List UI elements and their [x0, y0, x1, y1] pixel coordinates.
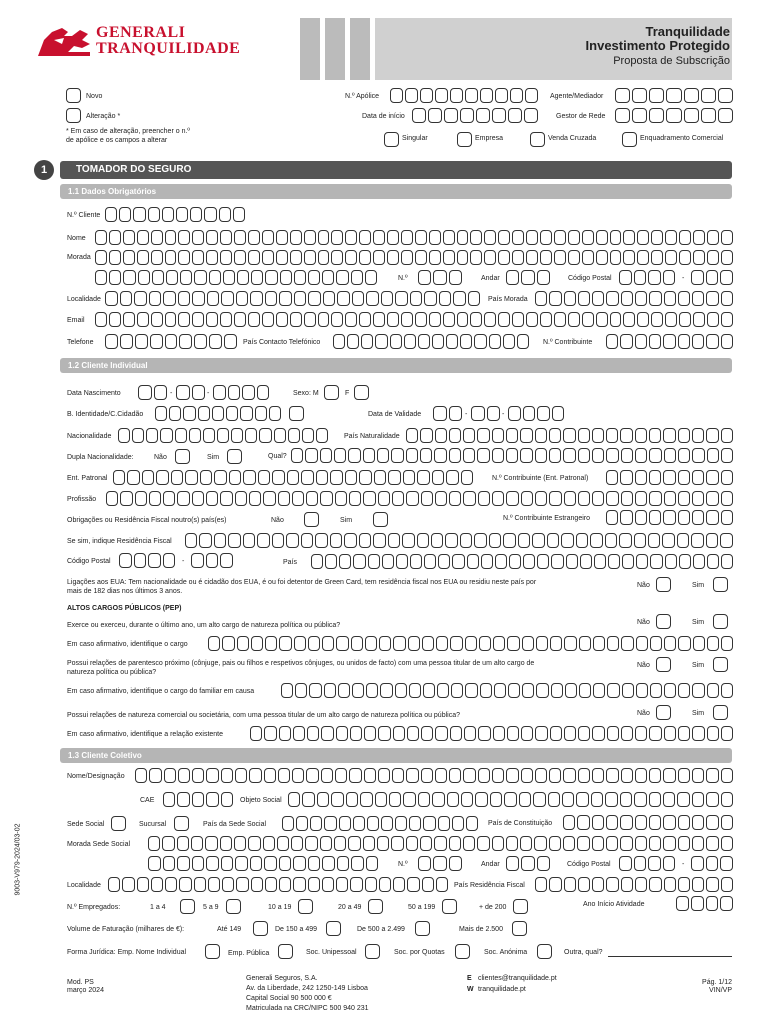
volume-label: Volume de Faturação (milhares de €): [67, 926, 185, 933]
apolice-input[interactable] [390, 88, 538, 103]
codpostal2-dash: - [182, 558, 185, 565]
profissao-input[interactable] [106, 491, 733, 506]
morada-input[interactable] [95, 250, 733, 265]
pep-title: ALTOS CARGOS PÚBLICOS (PEP) [67, 605, 182, 612]
emp5-checkbox[interactable] [442, 899, 457, 914]
venda-cruzada-label: Venda Cruzada [548, 135, 597, 142]
ano-inicio-input[interactable] [676, 896, 733, 911]
pais-nat-label: País Naturalidade [344, 433, 400, 440]
data-validade-label: Data de Validade [368, 411, 422, 418]
forma3-label: Soc. Unipessoal [306, 949, 357, 956]
footer-web[interactable]: tranquilidade.pt [478, 986, 526, 993]
codpostal3-input[interactable] [619, 856, 675, 871]
codpostal-dash: - [682, 275, 685, 282]
localidade2-label: Localidade [67, 882, 101, 889]
morada-sede-input[interactable] [148, 836, 733, 851]
bi-label: B. Identidade/C.Cidadão [67, 411, 144, 418]
pep3-nao-checkbox[interactable] [656, 705, 671, 720]
footer-web-label: W [467, 986, 474, 993]
gestor-input[interactable] [615, 108, 733, 123]
sexo-label: Sexo: M [293, 390, 319, 397]
alteracao-note-2: de apólice e os campos a alterar [66, 137, 168, 144]
eua-text-2: mais de 182 dias nos últimos 3 anos. [67, 588, 183, 595]
contrib-ent-label: N.º Contribuinte (Ent. Patronal) [492, 475, 589, 482]
alteracao-note: * Em caso de alteração, preencher o n.º [66, 128, 190, 135]
cliente-input[interactable] [105, 207, 245, 222]
codpostal2-input-2[interactable] [191, 553, 233, 568]
empresa-label: Empresa [475, 135, 504, 142]
pais-nat-input[interactable] [406, 428, 733, 443]
pep1-nao-label: Não [637, 619, 650, 626]
pais-morada-input[interactable] [535, 291, 733, 306]
codpostal-label: Código Postal [568, 275, 612, 282]
forma5-checkbox[interactable] [537, 944, 552, 959]
localidade-label: Localidade [67, 296, 101, 303]
pep1-nao-checkbox[interactable] [656, 614, 671, 629]
sexo-f-label: F [345, 390, 350, 397]
side-code: 9003-V979-2024/03-02 [14, 823, 22, 896]
footer-capital: Capital Social 90 500 000 € [246, 995, 332, 1002]
pais-res-fiscal-label: País Residência Fiscal [454, 882, 525, 889]
pais-sede-input[interactable] [282, 816, 478, 831]
sucursal-checkbox[interactable] [174, 816, 189, 831]
footer-code: VIN/VP [709, 987, 732, 994]
pep3-sim-label: Sim [692, 710, 705, 717]
product-title-1: Tranquilidade [645, 24, 730, 39]
forma3-checkbox[interactable] [365, 944, 380, 959]
emp4-checkbox[interactable] [368, 899, 383, 914]
alteracao-checkbox[interactable] [66, 108, 81, 123]
nacionalidade-input[interactable] [118, 428, 328, 443]
emp3-label: 10 a 19 [268, 904, 292, 911]
pais-const-label: País de Constituição [488, 820, 553, 827]
forma5-label: Soc. Anónima [484, 949, 528, 956]
pais-const-input[interactable] [563, 815, 733, 830]
pep3-text: Possui relações de natureza comercial ou societária, com uma pessoa titular de um alto cargo de natureza política ou pública? [67, 712, 460, 719]
vol3-label: De 500 a 2.499 [357, 926, 405, 933]
novo-label: Novo [86, 93, 103, 100]
profissao-label: Profissão [67, 496, 97, 503]
pep1b-input[interactable] [208, 636, 733, 651]
pais-label: País [283, 559, 298, 566]
ent-patronal-input[interactable] [113, 470, 473, 485]
gestor-label: Gestor de Rede [556, 113, 606, 120]
date-dash: - [170, 390, 173, 397]
product-subtitle: Proposta de Subscrição [613, 55, 730, 67]
codpostal3-label: Código Postal [567, 861, 611, 868]
eua-nao-label: Não [637, 582, 650, 589]
localidade-input[interactable] [105, 291, 480, 306]
nacionalidade-label: Nacionalidade [67, 433, 112, 440]
emp5-label: 50 a 199 [408, 904, 436, 911]
vol4-checkbox[interactable] [512, 921, 527, 936]
codpostal-input[interactable] [619, 270, 675, 285]
nome-desig-label: Nome/Designação [67, 773, 125, 780]
footer-matric: Matriculada na CRC/NIPC 500 940 231 [246, 1005, 369, 1012]
pep1-sim-checkbox[interactable] [713, 614, 728, 629]
obrig-sim-checkbox[interactable] [373, 512, 388, 527]
dupla-nao-checkbox[interactable] [175, 449, 190, 464]
emp1-label: 1 a 4 [150, 904, 166, 911]
lion-logo-icon [34, 22, 94, 60]
nome-desig-input[interactable] [135, 768, 733, 783]
header-stripe [325, 18, 345, 80]
contrib-ent-input[interactable] [606, 470, 733, 485]
emp1-checkbox[interactable] [180, 899, 195, 914]
email-label: Email [67, 317, 85, 324]
emp2-label: 5 a 9 [203, 904, 219, 911]
pep2-sim-checkbox[interactable] [713, 657, 728, 672]
date-dash: - [465, 411, 468, 418]
cae-input[interactable] [163, 792, 233, 807]
footer-email-label: E [467, 975, 472, 982]
codpostal3-input-2[interactable] [691, 856, 733, 871]
pep2c-input[interactable] [281, 683, 733, 698]
andar2-input[interactable] [506, 856, 550, 871]
sede-checkbox[interactable] [111, 816, 126, 831]
qual-label: Qual? [268, 453, 287, 460]
pep1-sim-label: Sim [692, 619, 705, 626]
footer-address: Av. da Liberdade, 242 1250-149 Lisboa [246, 985, 368, 992]
vol1-checkbox[interactable] [253, 921, 268, 936]
obrigacoes-label: Obrigações ou Residência Fiscal noutro(s) país(es) [67, 517, 227, 524]
forma4-checkbox[interactable] [455, 944, 470, 959]
morada-sede-input-2[interactable] [148, 856, 378, 871]
forma6-label: Outra, qual? [564, 949, 603, 956]
date-dash: - [207, 390, 210, 397]
dupla-sim-checkbox[interactable] [227, 449, 242, 464]
ano-inicio-label: Ano Início Atividade [583, 901, 645, 908]
section-number: 1 [34, 160, 54, 180]
emp3-checkbox[interactable] [298, 899, 313, 914]
validade-day[interactable] [433, 406, 462, 421]
emp2-checkbox[interactable] [226, 899, 241, 914]
numero-label: N.º [398, 275, 408, 282]
sexo-m-checkbox[interactable] [324, 385, 339, 400]
data-nasc-day[interactable] [138, 385, 167, 400]
footer-company: Generali Seguros, S.A. [246, 975, 318, 982]
eua-nao-checkbox[interactable] [656, 577, 671, 592]
telefone-label: Telefone [67, 339, 94, 346]
vol3-checkbox[interactable] [415, 921, 430, 936]
telefone-input[interactable] [105, 334, 237, 349]
empregados-label: N.º Empregados: [67, 904, 121, 911]
footer-mod: Mod. PS [67, 979, 94, 986]
codpostal2-input[interactable] [119, 553, 175, 568]
subsection-title: 1.2 Cliente Individual [60, 358, 732, 373]
header-stripe [350, 18, 370, 80]
andar2-label: Andar [481, 861, 500, 868]
eua-text: Ligações aos EUA: Tem nacionalidade ou é cidadão dos EUA, é ou foi detentor de Green Card, tem residência fiscal nos EUA ou residiu neste país por [67, 579, 537, 586]
email-input[interactable] [95, 312, 733, 327]
obrig-nao-label: Não [271, 517, 284, 524]
pep2-nao-checkbox[interactable] [656, 657, 671, 672]
pep2-nao-label: Não [637, 662, 650, 669]
nome-label: Nome [67, 235, 86, 242]
pep2-sim-label: Sim [692, 662, 705, 669]
dupla-nao-label: Não [154, 454, 167, 461]
morada-input-2[interactable] [95, 270, 377, 285]
novo-checkbox[interactable] [66, 88, 81, 103]
section-title: TOMADOR DO SEGURO [60, 161, 732, 179]
objeto-label: Objeto Social [240, 797, 282, 804]
logo-line2: TRANQUILIDADE [96, 40, 241, 57]
pep2-text: Possui relações de parentesco próximo (cônjuge, pais ou filhos e respetivos cônjuges, ou unidos de facto) com uma pessoa titular de um alto cargo de [67, 660, 535, 667]
nome-input[interactable] [95, 230, 733, 245]
contribuinte-input[interactable] [606, 334, 733, 349]
logo [34, 22, 244, 62]
pais-contacto-input[interactable] [333, 334, 529, 349]
alteracao-label: Alteração * [86, 113, 121, 120]
forma1-checkbox[interactable] [205, 944, 220, 959]
andar-label: Andar [481, 275, 500, 282]
subsection-title: 1.3 Cliente Coletivo [60, 748, 732, 763]
enquadramento-label: Enquadramento Comercial [640, 135, 724, 142]
sucursal-label: Sucursal [139, 821, 167, 828]
codpostal-input-2[interactable] [691, 270, 733, 285]
header-stripe [300, 18, 320, 80]
sede-label: Sede Social [67, 821, 105, 828]
forma2-checkbox[interactable] [278, 944, 293, 959]
outra-line[interactable] [608, 956, 732, 957]
residencia-fiscal-input[interactable] [185, 533, 733, 548]
apolice-label: N.º Apólice [345, 93, 380, 100]
pais-contacto-label: País Contacto Telefónico [243, 339, 321, 346]
forma-label: Forma Jurídica: Emp. Nome Individual [67, 949, 187, 956]
localidade2-input[interactable] [108, 877, 448, 892]
eua-sim-label: Sim [692, 582, 705, 589]
agente-label: Agente/Mediador [550, 93, 604, 100]
vol4-label: Mais de 2.500 [459, 926, 503, 933]
obrig-sim-label: Sim [340, 517, 353, 524]
footer-page: Pág. 1/12 [702, 979, 732, 986]
qual-input[interactable] [291, 448, 733, 463]
morada-sede-label: Morada Sede Social [67, 841, 131, 848]
pep2-text-2: natureza política ou pública? [67, 669, 157, 676]
subsection-title: 1.1 Dados Obrigatórios [60, 184, 732, 199]
numero-input[interactable] [418, 270, 462, 285]
emp6-checkbox[interactable] [513, 899, 528, 914]
venda-cruzada-checkbox[interactable] [530, 132, 545, 147]
singular-checkbox[interactable] [384, 132, 399, 147]
obrig-nao-checkbox[interactable] [304, 512, 319, 527]
date-dash: - [502, 411, 505, 418]
dupla-label: Dupla Nacionalidade: [67, 454, 134, 461]
vol1-label: Até 149 [217, 926, 242, 933]
data-inicio-label: Data de início [362, 113, 405, 120]
ent-patronal-label: Ent. Patronal [67, 475, 108, 482]
pep1-text: Exerce ou exerceu, durante o último ano, um alto cargo de natureza política ou pública? [67, 622, 341, 629]
bi-input[interactable] [155, 406, 281, 421]
pais-input[interactable] [311, 554, 733, 569]
objeto-input[interactable] [288, 792, 733, 807]
codpostal2-label: Código Postal [67, 558, 111, 565]
footer-email[interactable]: clientes@tranquilidade.pt [478, 975, 557, 982]
cliente-label: N.º Cliente [67, 212, 101, 219]
bi-check-digit[interactable] [289, 406, 304, 421]
logo-line1: GENERALI [96, 24, 186, 41]
pais-morada-label: País Morada [488, 296, 528, 303]
contrib-estr-input[interactable] [606, 510, 733, 525]
data-nasc-month[interactable] [176, 385, 205, 400]
vol2-label: De 150 a 499 [275, 926, 318, 933]
empresa-checkbox[interactable] [457, 132, 472, 147]
numero2-label: N.º [398, 861, 408, 868]
footer-date: março 2024 [67, 987, 104, 994]
pep3b-input[interactable] [250, 726, 733, 741]
pais-res-fiscal-input[interactable] [535, 877, 733, 892]
dupla-sim-label: Sim [207, 454, 220, 461]
contrib-estr-label: N.º Contribuinte Estrangeiro [503, 515, 590, 522]
emp4-label: 20 a 49 [338, 904, 362, 911]
andar-input[interactable] [506, 270, 550, 285]
contribuinte-label: N.º Contribuinte [543, 339, 593, 346]
emp6-label: + de 200 [479, 904, 507, 911]
singular-label: Singular [402, 135, 428, 142]
morada-label: Morada [67, 254, 91, 261]
pep3-nao-label: Não [637, 710, 650, 717]
forma2-label: Emp. Pública [228, 950, 270, 957]
cae-label: CAE [140, 797, 155, 804]
pep1b-label: Em caso afirmativo, identifique o cargo [67, 641, 188, 648]
data-nasc-year[interactable] [213, 385, 269, 400]
se-sim-label: Se sim, indique Residência Fiscal [67, 538, 172, 545]
validade-year[interactable] [508, 406, 564, 421]
codpostal3-dash: - [682, 861, 685, 868]
pep2c-label: Em caso afirmativo, identifique o cargo do familiar em causa [67, 688, 255, 695]
agente-input[interactable] [615, 88, 733, 103]
validade-month[interactable] [471, 406, 500, 421]
enquadramento-checkbox[interactable] [622, 132, 637, 147]
forma4-label: Soc. por Quotas [394, 949, 445, 956]
eua-sim-checkbox[interactable] [713, 577, 728, 592]
vol2-checkbox[interactable] [326, 921, 341, 936]
pais-sede-label: País da Sede Social [203, 821, 267, 828]
pep3-sim-checkbox[interactable] [713, 705, 728, 720]
data-inicio-input[interactable] [412, 108, 538, 123]
data-nasc-label: Data Nascimento [67, 390, 121, 397]
sexo-f-checkbox[interactable] [354, 385, 369, 400]
pep3b-label: Em caso afirmativo, identifique a relação existente [67, 731, 224, 738]
numero2-input[interactable] [418, 856, 462, 871]
product-title-2: Investimento Protegido [585, 38, 730, 53]
